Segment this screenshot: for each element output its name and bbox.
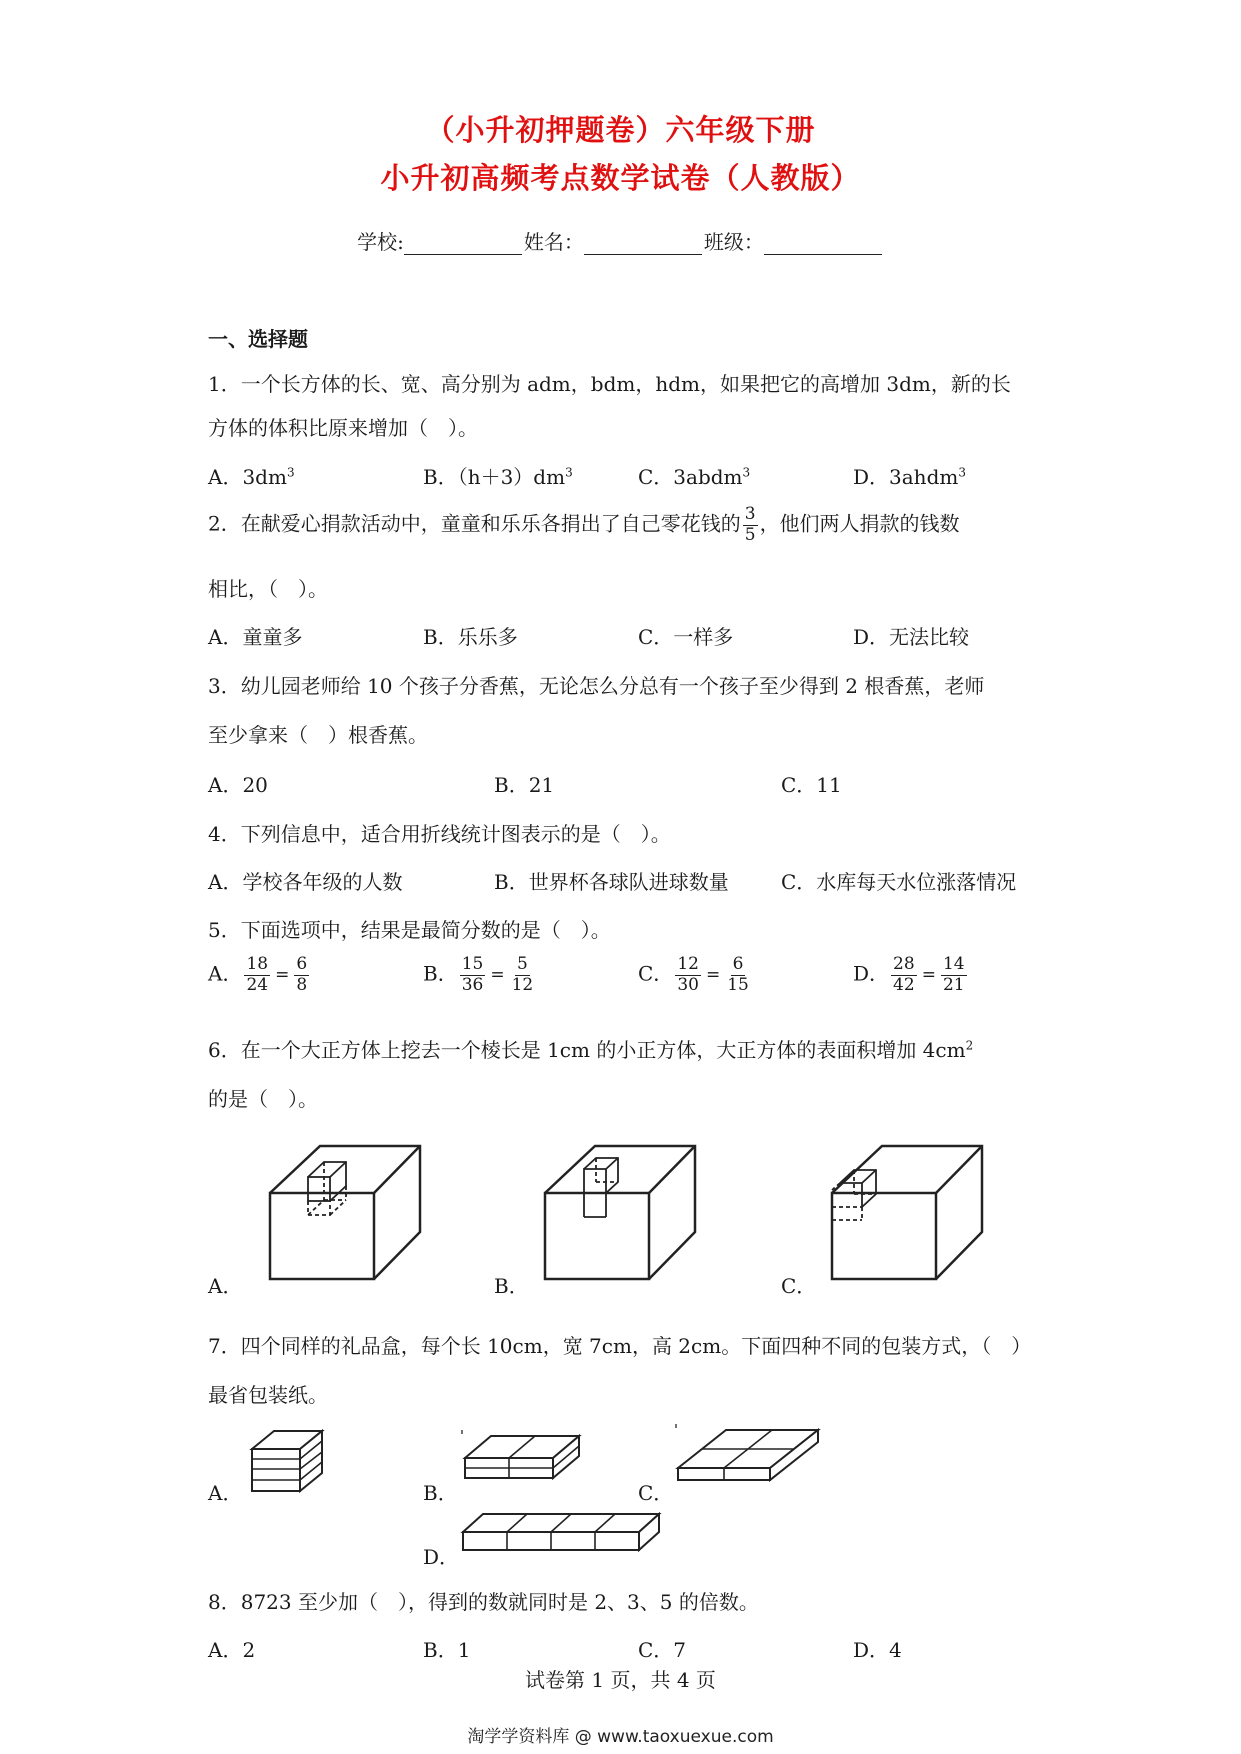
q5-option-b: B． $\frac{15}{36}$ = $\frac{5}{12}$ xyxy=(423,954,534,995)
exam-title-line1: （小升初押题卷）六年级下册 xyxy=(425,113,816,147)
q5-option-c: C． $\frac{12}{30}$ = $\frac{6}{15}$ xyxy=(638,954,749,995)
q2-option-b: B．乐乐多 xyxy=(423,625,518,649)
q1-option-d: D．3ahdm$^3$ xyxy=(853,465,966,489)
q6-option-c: C． xyxy=(781,1274,817,1298)
q5-d-fraction-right: $\frac{14}{21}$ xyxy=(942,954,965,995)
q7-text-line2: 最省包装纸。 xyxy=(208,1383,328,1407)
name-blank xyxy=(584,234,702,255)
q5-option-d: D． $\frac{28}{42}$ = $\frac{14}{21}$ xyxy=(853,954,965,995)
q3-option-a: A．20 xyxy=(208,773,268,797)
q4-option-c: C．水库每天水位涨落情况 xyxy=(781,870,1017,894)
section-title: 一、选择题 xyxy=(208,327,308,351)
q2-option-a: A．童童多 xyxy=(208,625,303,649)
q4-option-a: A．学校各年级的人数 xyxy=(208,870,403,894)
q6-option-b: B． xyxy=(494,1274,529,1298)
q5-text-line1: 5．下面选项中，结果是最简分数的是（ ）。 xyxy=(208,918,611,942)
q3-text-line2: 至少拿来（ ）根香蕉。 xyxy=(208,723,428,747)
q1-option-a: A．$3dm^3$ xyxy=(208,465,295,489)
q3-option-b: B．21 xyxy=(494,773,555,797)
q5-d-fraction-left: $\frac{28}{42}$ xyxy=(893,954,915,995)
q7-option-c: C． xyxy=(638,1481,674,1505)
q4-option-b: B．世界杯各球队进球数量 xyxy=(494,870,729,894)
q3-option-c: C．11 xyxy=(781,773,842,797)
q8-option-a: A．2 xyxy=(208,1638,256,1662)
q2-fraction: $\frac{3}{5}$ xyxy=(744,504,756,545)
q1-option-c-exponent: 3 xyxy=(742,465,751,480)
q8-option-d: D．4 xyxy=(853,1638,902,1662)
exam-title-line2: 小升初高频考点数学试卷（人教版） xyxy=(380,161,861,195)
q6-figure-b-cube xyxy=(540,1140,702,1282)
q6-text-line2: 的是（ ）。 xyxy=(208,1087,318,1111)
q6-exponent: 2 xyxy=(965,1038,974,1053)
school-label: 学校: xyxy=(357,230,404,254)
class-blank xyxy=(764,234,882,255)
q7-option-a: A． xyxy=(208,1481,243,1505)
q1-option-b-exponent: 3 xyxy=(565,465,573,480)
q1-text-line1: 1．一个长方体的长、宽、高分别为 adm，bdm，hdm，如果把它的高增加 3dm，新的长 xyxy=(208,372,1011,396)
q7-figure-b-pair xyxy=(459,1430,585,1488)
q6-option-a: A． xyxy=(208,1274,243,1298)
q5-a-fraction-left: $\frac{18}{24}$ xyxy=(246,954,269,995)
q7-option-d: D． xyxy=(423,1545,460,1569)
q5-b-fraction-right: $\frac{5}{12}$ xyxy=(511,954,534,995)
q2-option-c: C．一样多 xyxy=(638,625,734,649)
student-info-row xyxy=(0,226,1241,255)
q3-text-line1: 3．幼儿园老师给 10 个孩子分香蕉，无论怎么分总有一个孩子至少得到 2 根香蕉，老师 xyxy=(208,674,985,698)
q2-text-line2: 相比，（ ）。 xyxy=(208,577,328,601)
q2-option-d: D．无法比较 xyxy=(853,625,970,649)
school-blank xyxy=(404,234,522,255)
q6-figure-c-cube xyxy=(826,1140,988,1282)
q1-option-a-exponent: 3 xyxy=(286,465,295,480)
q4-text-line1: 4．下列信息中，适合用折线统计图表示的是（ ）。 xyxy=(208,822,671,846)
q5-b-fraction-left: $\frac{15}{36}$ xyxy=(461,954,484,995)
class-label: 班级： xyxy=(703,230,764,254)
watermark: 淘学学资料库 @ www.taoxuexue.com xyxy=(467,1727,774,1747)
q6-text-line1: 6．在一个大正方体上挖去一个棱长是 1cm 的小正方体，大正方体的表面积增加 $4cm^2$ xyxy=(208,1038,974,1062)
q5-option-a: A． $\frac{18}{24}$ = $\frac{6}{8}$ xyxy=(208,954,308,995)
q1-option-d-exponent: 3 xyxy=(958,465,966,480)
q6-figure-a-cube xyxy=(264,1140,426,1282)
name-label: 姓名： xyxy=(523,230,584,254)
q1-option-c: C．3abdm$^3$ xyxy=(638,465,751,489)
page-number-footer: 试卷第 1 页，共 4 页 xyxy=(525,1668,716,1692)
q1-option-b: B．$(h+3)dm^3$ xyxy=(423,465,573,489)
q8-option-c: C．7 xyxy=(638,1638,687,1662)
q7-text-line1: 7．四个同样的礼品盒，每个长 10cm，宽 7cm，高 2cm。下面四种不同的包装方式，（ ） xyxy=(208,1334,1032,1358)
q7-figure-c-grid xyxy=(672,1424,824,1494)
q5-c-fraction-left: $\frac{12}{30}$ xyxy=(677,954,699,995)
q8-option-b: B．1 xyxy=(423,1638,471,1662)
q5-c-fraction-right: $\frac{6}{15}$ xyxy=(727,954,749,995)
q1-text-line2: 方体的体积比原来增加（ ）。 xyxy=(208,416,478,440)
q2-text-line1: 2．在献爱心捐款活动中，童童和乐乐各捐出了自己零花钱的 $\frac{3}{5}$ ，他们两人捐款的钱数 xyxy=(208,504,960,545)
q7-figure-a-stack xyxy=(248,1427,328,1495)
q5-a-fraction-right: $\frac{6}{8}$ xyxy=(296,954,308,995)
q7-option-b: B． xyxy=(423,1481,458,1505)
q7-figure-d-row xyxy=(459,1502,665,1556)
q8-text-line1: 8．8723 至少加（ ），得到的数就同时是 2、3、5 的倍数。 xyxy=(208,1590,759,1614)
